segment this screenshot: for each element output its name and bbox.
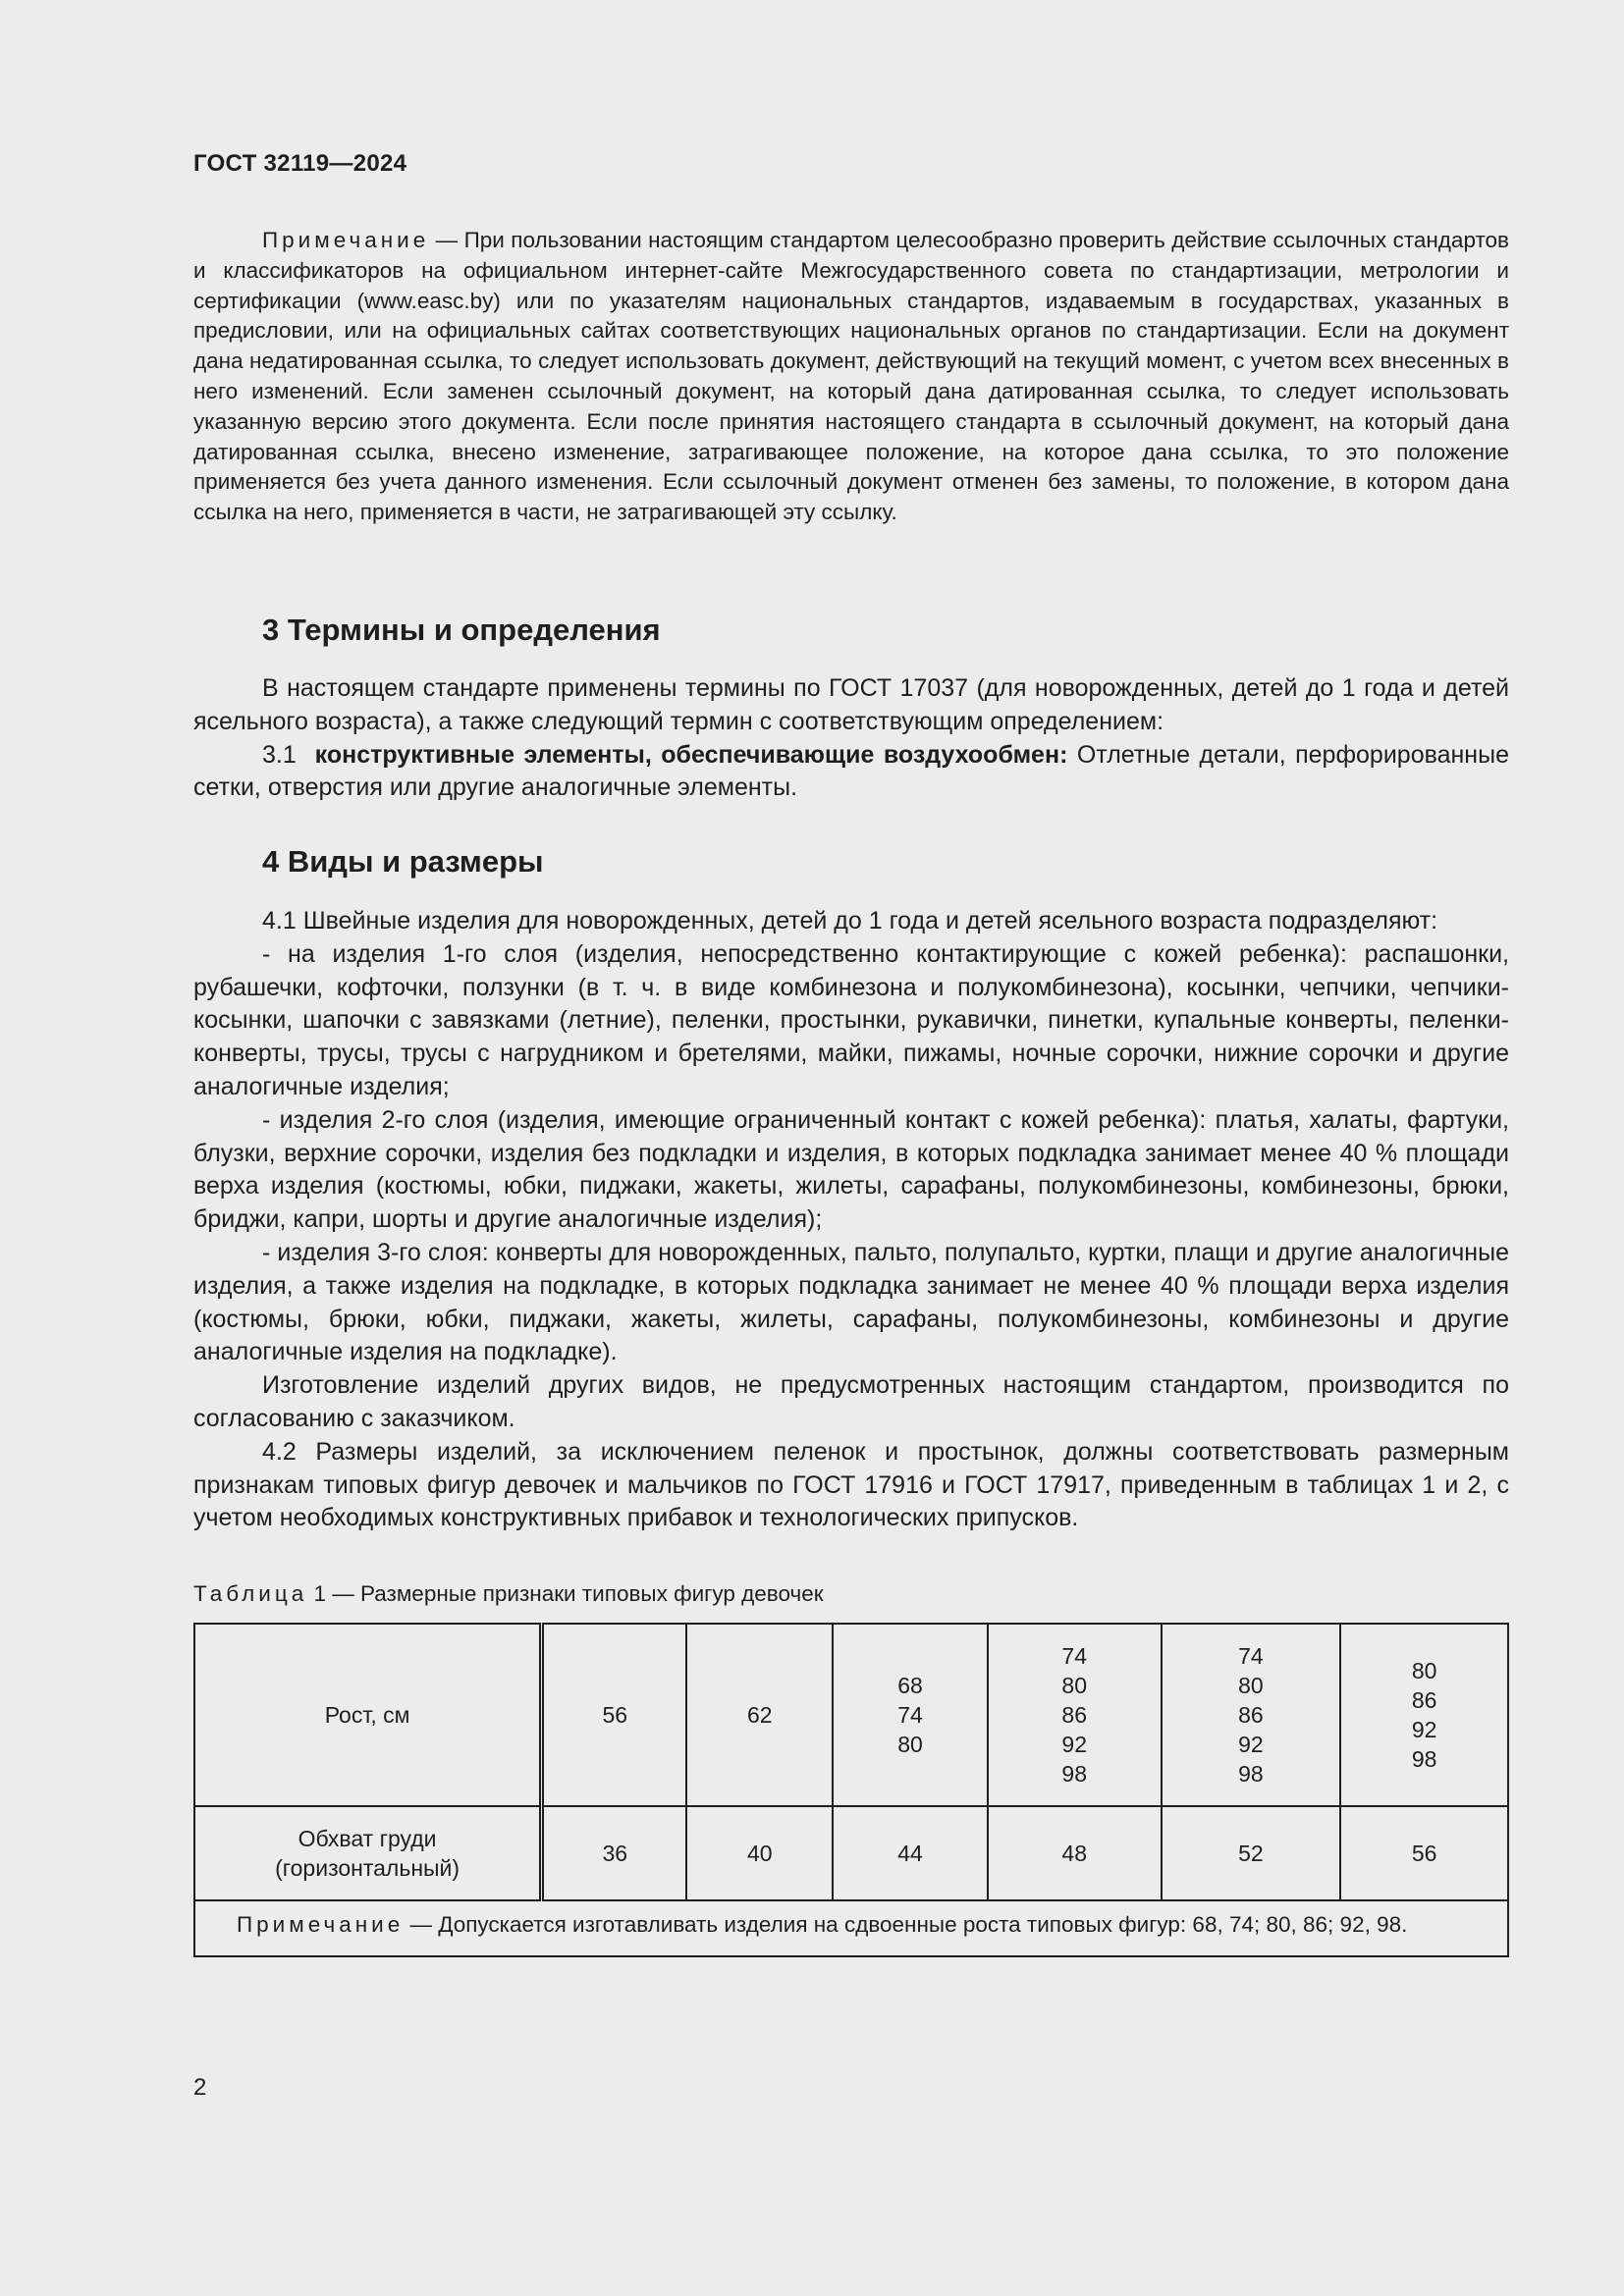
table-row-chest bbox=[194, 1806, 1508, 1900]
height-value: 98 bbox=[1061, 1761, 1088, 1787]
table-note bbox=[194, 1900, 1508, 1956]
other-products-paragraph: Изготовление изделий других видов, не предусмотренных настоящим стандартом, производится по согласованию с заказчиком. bbox=[193, 1371, 1509, 1432]
height-value: 86 bbox=[1411, 1687, 1437, 1713]
document-code-header: ГОСТ 32119—2024 bbox=[193, 150, 407, 177]
height-value: 56 bbox=[602, 1702, 628, 1728]
table-row-note bbox=[194, 1900, 1508, 1956]
height-value: 92 bbox=[1238, 1732, 1264, 1757]
height-value: 80 bbox=[897, 1732, 923, 1757]
note-label: Примечание bbox=[262, 228, 430, 252]
height-value: 62 bbox=[746, 1702, 773, 1728]
height-value: 92 bbox=[1411, 1717, 1437, 1742]
height-value: 74 bbox=[1061, 1643, 1088, 1669]
height-cell bbox=[988, 1624, 1162, 1806]
height-cell bbox=[542, 1624, 687, 1806]
height-value: 80 bbox=[1411, 1658, 1437, 1683]
table-1-caption bbox=[193, 1581, 824, 1607]
chest-cell: 52 bbox=[1162, 1806, 1341, 1900]
clause-4-1: 4.1 Швейные изделия для новорожденных, детей до 1 года и детей ясельного возраста подразделяют: bbox=[262, 907, 1438, 934]
section-3-title: 3 Термины и определения bbox=[262, 613, 661, 647]
term-3-1 bbox=[193, 739, 1509, 806]
term-definition: Отлетные детали, перфорированные сетки, отверстия или другие аналогичные элементы. bbox=[193, 740, 1509, 802]
height-value: 92 bbox=[1061, 1732, 1088, 1757]
size-table bbox=[193, 1623, 1509, 1957]
row-label-chest bbox=[194, 1806, 542, 1900]
list-item-layer-3: - изделия 3-го слоя: конверты для новорожденных, пальто, полупальто, куртки, плащи и другие аналогичные изделия, а также изделия на подкладке, в которых подкладка занимает не менее 40 % площади верха изделия (костюмы, брюки, юбки, пиджаки, жакеты, жилеты, сарафаны, полукомбинезоны, комбинезоны и другие аналогичные изделия на подкладке). bbox=[193, 1238, 1509, 1366]
chest-cell: 40 bbox=[686, 1806, 833, 1900]
note-text: — При пользовании настоящим стандартом целесообразно проверить действие ссылочных стандартов и классификаторов на официальном интернет-сайте Межгосударственного совета по стандартизации, метрологии и сертификации (www.easc.by) или по указателям национальных стандартов, издаваемым в государствах, указанных в предисловии, или на официальных сайтах соответствующих национальных органов по стандартизации. Если на документ дана недатированная ссылка, то следует использовать документ, действующий на текущий момент, с учетом всех внесенных в него изменений. Если заменен ссылочный документ, на который дана датированная ссылка, то следует использовать указанную версию этого документа. Если после принятия настоящего стандарта в ссылочный документ, на который дана датированная ссылка, внесено изменение, затрагивающее положение, на которое дана ссылка, то это положение применяется без учета данного изменения. Если ссылочный документ отменен без замены, то положение, в котором дана ссылка на него, применяется в части, не затрагивающей эту ссылку. bbox=[193, 228, 1509, 525]
section-3-paragraph: В настоящем стандарте применены термины по ГОСТ 17037 (для новорожденных, детей до 1 года и детей ясельного возраста), а также следующий термин с соответствующим определением: bbox=[193, 674, 1509, 735]
table-row-height bbox=[194, 1624, 1508, 1806]
term-number: 3.1 bbox=[262, 740, 297, 769]
reference-note bbox=[193, 226, 1509, 528]
height-value: 68 bbox=[897, 1673, 923, 1698]
height-cell bbox=[1340, 1624, 1508, 1806]
table-note-label: Примечание bbox=[237, 1912, 405, 1937]
section-3-body bbox=[193, 672, 1509, 805]
chest-label-line: Обхват груди bbox=[298, 1826, 437, 1851]
clause-4-2: 4.2 Размеры изделий, за исключением пеленок и простынок, должны соответствовать размерным признакам типовых фигур девочек и мальчиков по ГОСТ 17916 и ГОСТ 17917, приведенным в таблицах 1 и 2, с учетом необходимых конструктивных прибавок и технологических припусков. bbox=[193, 1437, 1509, 1532]
list-item-layer-1: - на изделия 1-го слоя (изделия, непосредственно контактирующие с кожей ребенка): распашонки, рубашечки, кофточки, ползунки (в т. ч. в виде комбинезона и полукомбинезона), косынки, чепчики, чепчики-косынки, шапочки с завязками (летние), пеленки, простынки, рукавички, пинетки, купальные конверты, пеленки-конверты, трусы, трусы с нагрудником и бретелями, майки, пижамы, ночные сорочки, нижние сорочки и другие аналогичные изделия; bbox=[193, 939, 1509, 1100]
table-caption-label: Таблица bbox=[193, 1581, 308, 1606]
table-note-text: — Допускается изготавливать изделия на сдвоенные роста типовых фигур: 68, 74; 80, 86; 92, 98. bbox=[404, 1912, 1408, 1937]
term-name: конструктивные элементы, обеспечивающие воздухообмен: bbox=[314, 740, 1068, 769]
height-value: 98 bbox=[1411, 1746, 1437, 1772]
height-cell bbox=[686, 1624, 833, 1806]
height-cell bbox=[1162, 1624, 1341, 1806]
height-value: 86 bbox=[1061, 1702, 1088, 1728]
page-number: 2 bbox=[193, 2074, 207, 2101]
chest-cell: 56 bbox=[1340, 1806, 1508, 1900]
list-item-layer-2: - изделия 2-го слоя (изделия, имеющие ограниченный контакт с кожей ребенка): платья, халаты, фартуки, блузки, верхние сорочки, изделия без подкладки и изделия, в которых подкладка занимает менее 40 % площади верха изделия (костюмы, юбки, пиджаки, жакеты, жилеты, сарафаны, полукомбинезоны, комбинезоны, брюки, бриджи, капри, шорты и другие аналогичные изделия); bbox=[193, 1105, 1509, 1234]
height-value: 98 bbox=[1238, 1761, 1264, 1787]
chest-cell: 48 bbox=[988, 1806, 1162, 1900]
chest-cell: 44 bbox=[833, 1806, 988, 1900]
height-value: 86 bbox=[1238, 1702, 1264, 1728]
chest-cell: 36 bbox=[542, 1806, 687, 1900]
table-caption-text: 1 — Размерные признаки типовых фигур девочек bbox=[307, 1581, 824, 1606]
chest-label-line: (горизонтальный) bbox=[275, 1855, 460, 1881]
height-value: 74 bbox=[897, 1702, 923, 1728]
section-4-title: 4 Виды и размеры bbox=[262, 844, 544, 879]
height-cell bbox=[833, 1624, 988, 1806]
height-value: 80 bbox=[1238, 1673, 1264, 1698]
height-value: 74 bbox=[1238, 1643, 1264, 1669]
height-value: 80 bbox=[1061, 1673, 1088, 1698]
row-label-height: Рост, см bbox=[194, 1624, 542, 1806]
section-4-body bbox=[193, 905, 1509, 1535]
